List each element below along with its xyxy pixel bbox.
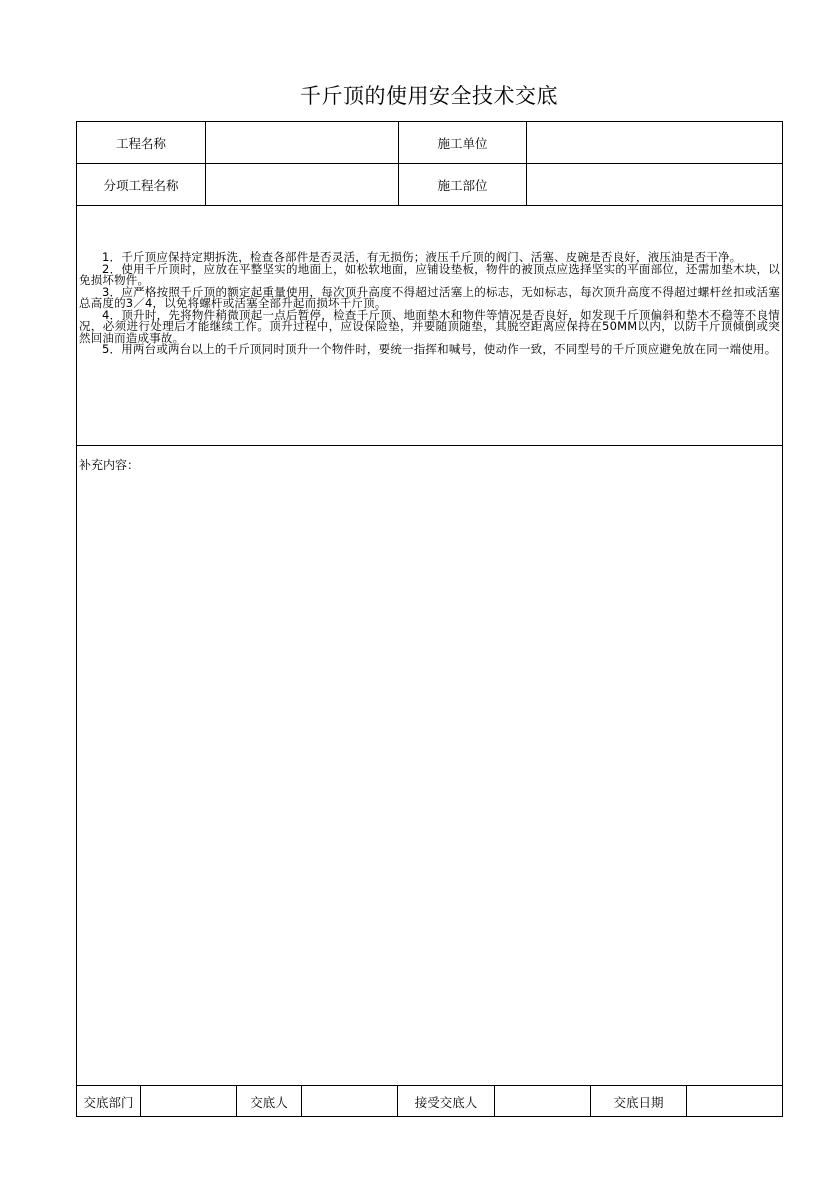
content-paragraph: 4．顶升时，先将物件稍微顶起一点后暂停，检查千斤顶、地面垫木和物件等情况是否良好，如发现千斤顶偏斜和垫木不稳等不良情况，必须进行处理后才能继续工作。顶升过程中，应设保险垫，并要随顶随垫，其脱空距离应保持在50MM以内，以防千斤顶倾倒或突然回油而造成事故。 bbox=[79, 307, 780, 345]
page-title: 千斤顶的使用安全技术交底 bbox=[300, 84, 558, 108]
disclosure-form bbox=[76, 121, 783, 1117]
receiver-field[interactable] bbox=[495, 1086, 590, 1117]
disclosure-date-field[interactable] bbox=[687, 1086, 782, 1117]
sub-project-field[interactable] bbox=[206, 164, 398, 205]
receiver-label: 接受交底人 bbox=[414, 1094, 478, 1110]
row-divider bbox=[77, 445, 782, 446]
discloser-field[interactable] bbox=[302, 1086, 397, 1117]
content-paragraph: 3．应严格按照千斤顶的额定起重量使用，每次顶升高度不得超过活塞上的标志，无如标志，每次顶升高度不得超过螺杆丝扣或活塞总高度的3／4，以免将螺杆或活塞全部升起而损坏千斤顶。 bbox=[79, 284, 780, 310]
construction-unit-field[interactable] bbox=[527, 122, 782, 163]
disclosure-dept-label: 交底部门 bbox=[83, 1094, 134, 1110]
construction-part-label: 施工部位 bbox=[437, 177, 488, 193]
project-name-field[interactable] bbox=[206, 122, 398, 163]
discloser-label: 交底人 bbox=[250, 1094, 288, 1110]
project-name-label: 工程名称 bbox=[115, 135, 166, 151]
content-paragraph: 5．用两台或两台以上的千斤顶同时顶升一个物件时，要统一指挥和喊号，使动作一致，不同型号的千斤顶应避免放在同一端使用。 bbox=[102, 342, 777, 356]
disclosure-content bbox=[79, 252, 780, 356]
supplement-label: 补充内容： bbox=[79, 458, 140, 472]
construction-part-field[interactable] bbox=[527, 164, 782, 205]
row-divider bbox=[77, 205, 782, 206]
content-paragraph: 1．千斤顶应保持定期拆洗，检查各部件是否灵活，有无损伤；液压千斤顶的阀门、活塞、皮碗是否良好，液压油是否干净。 bbox=[102, 250, 742, 264]
content-paragraph: 2．使用千斤顶时，应放在平整坚实的地面上，如松软地面，应铺设垫板，物件的被顶点应选择坚实的平面部位，还需加垫木块，以免损坏物件。 bbox=[79, 261, 780, 287]
disclosure-date-label: 交底日期 bbox=[613, 1094, 664, 1110]
disclosure-dept-field[interactable] bbox=[141, 1086, 236, 1117]
sub-project-label: 分项工程名称 bbox=[103, 177, 179, 193]
construction-unit-label: 施工单位 bbox=[437, 135, 488, 151]
